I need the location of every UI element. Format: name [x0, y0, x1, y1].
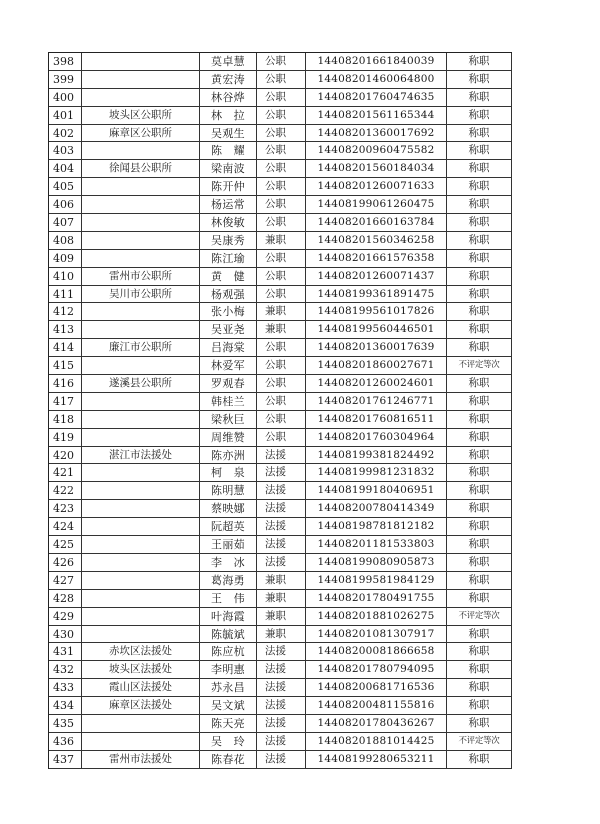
table-row: [49, 536, 512, 554]
name-cell: 王丽茹: [200, 536, 257, 553]
result-cell: 称职: [447, 572, 512, 589]
table-row: [49, 321, 512, 339]
unit-cell: 坡头区法援处: [82, 661, 200, 678]
table-row: [49, 375, 512, 393]
unit-cell: [82, 232, 200, 249]
result-cell: 称职: [447, 697, 512, 714]
name-cell: 吴 玲: [200, 733, 257, 750]
table-row: [49, 447, 512, 465]
table-row: [49, 89, 512, 107]
row-number: 412: [49, 303, 82, 320]
name-cell: 陈明慧: [200, 482, 257, 499]
result-cell: 称职: [447, 196, 512, 213]
certificate-id-cell: 14408199280653211: [306, 751, 447, 768]
type-cell: 公职: [257, 71, 306, 88]
row-number: 437: [49, 751, 82, 768]
result-cell: 称职: [447, 232, 512, 249]
certificate-id-cell: 14408201761246771: [306, 393, 447, 410]
result-cell: 称职: [447, 464, 512, 481]
unit-cell: [82, 590, 200, 607]
row-number: 401: [49, 107, 82, 124]
unit-cell: 湛江市法援处: [82, 447, 200, 464]
row-number: 407: [49, 214, 82, 231]
unit-cell: [82, 572, 200, 589]
row-number: 417: [49, 393, 82, 410]
name-cell: 陈毓斌: [200, 626, 257, 643]
table-row: [49, 268, 512, 286]
table-row: [49, 429, 512, 447]
result-cell: 不评定等次: [447, 733, 512, 750]
unit-cell: [82, 608, 200, 625]
type-cell: 公职: [257, 339, 306, 356]
name-cell: 陈 耀: [200, 142, 257, 159]
unit-cell: 雷州市公职所: [82, 268, 200, 285]
row-number: 419: [49, 429, 82, 446]
unit-cell: [82, 482, 200, 499]
name-cell: 吴康秀: [200, 232, 257, 249]
certificate-id-cell: 14408199561017826: [306, 303, 447, 320]
unit-cell: 坡头区公职所: [82, 107, 200, 124]
row-number: 423: [49, 500, 82, 517]
row-number: 410: [49, 268, 82, 285]
type-cell: 公职: [257, 125, 306, 142]
row-number: 409: [49, 250, 82, 267]
result-cell: 称职: [447, 643, 512, 660]
result-cell: 称职: [447, 160, 512, 177]
type-cell: 法援: [257, 679, 306, 696]
result-cell: 称职: [447, 482, 512, 499]
result-cell: 称职: [447, 393, 512, 410]
unit-cell: 廉江市公职所: [82, 339, 200, 356]
type-cell: 公职: [257, 142, 306, 159]
certificate-id-cell: 14408201561165344: [306, 107, 447, 124]
table-row: [49, 214, 512, 232]
unit-cell: [82, 53, 200, 70]
name-cell: 吴观生: [200, 125, 257, 142]
type-cell: 兼职: [257, 303, 306, 320]
table-row: [49, 464, 512, 482]
table-row: [49, 178, 512, 196]
unit-cell: [82, 411, 200, 428]
name-cell: 林 拉: [200, 107, 257, 124]
type-cell: 兼职: [257, 232, 306, 249]
certificate-id-cell: 14408199361891475: [306, 286, 447, 303]
certificate-id-cell: 14408199080905873: [306, 554, 447, 571]
row-number: 418: [49, 411, 82, 428]
type-cell: 法援: [257, 554, 306, 571]
result-cell: 称职: [447, 250, 512, 267]
type-cell: 公职: [257, 107, 306, 124]
result-cell: 称职: [447, 500, 512, 517]
result-cell: 称职: [447, 321, 512, 338]
row-number: 416: [49, 375, 82, 392]
certificate-id-cell: 14408201661840039: [306, 53, 447, 70]
result-cell: 称职: [447, 715, 512, 732]
row-number: 426: [49, 554, 82, 571]
row-number: 415: [49, 357, 82, 374]
unit-cell: [82, 518, 200, 535]
unit-cell: 麻章区公职所: [82, 125, 200, 142]
table-row: [49, 411, 512, 429]
row-number: 425: [49, 536, 82, 553]
certificate-id-cell: 14408199560446501: [306, 321, 447, 338]
type-cell: 法援: [257, 500, 306, 517]
result-cell: 称职: [447, 89, 512, 106]
certificate-id-cell: 14408201260071633: [306, 178, 447, 195]
name-cell: 陈春花: [200, 751, 257, 768]
certificate-id-cell: 14408201780491755: [306, 590, 447, 607]
unit-cell: 赤坎区法援处: [82, 643, 200, 660]
unit-cell: [82, 321, 200, 338]
name-cell: 罗观春: [200, 375, 257, 392]
type-cell: 兼职: [257, 608, 306, 625]
table-row: [49, 679, 512, 697]
type-cell: 公职: [257, 429, 306, 446]
table-row: [49, 160, 512, 178]
row-number: 411: [49, 286, 82, 303]
row-number: 429: [49, 608, 82, 625]
table-row: [49, 357, 512, 375]
name-cell: 王 伟: [200, 590, 257, 607]
result-cell: 称职: [447, 661, 512, 678]
unit-cell: [82, 178, 200, 195]
certificate-id-cell: 14408199180406951: [306, 482, 447, 499]
certificate-id-cell: 14408201881014425: [306, 733, 447, 750]
certificate-id-cell: 14408199381824492: [306, 447, 447, 464]
row-number: 414: [49, 339, 82, 356]
row-number: 432: [49, 661, 82, 678]
certificate-id-cell: 14408201560184034: [306, 160, 447, 177]
result-cell: 称职: [447, 303, 512, 320]
table-row: [49, 286, 512, 304]
unit-cell: 徐闻县公职所: [82, 160, 200, 177]
type-cell: 公职: [257, 268, 306, 285]
type-cell: 法援: [257, 447, 306, 464]
table-row: [49, 482, 512, 500]
table-row: [49, 500, 512, 518]
result-cell: 称职: [447, 125, 512, 142]
name-cell: 林爱军: [200, 357, 257, 374]
name-cell: 吴文斌: [200, 697, 257, 714]
result-cell: 称职: [447, 679, 512, 696]
name-cell: 黄 健: [200, 268, 257, 285]
type-cell: 法援: [257, 482, 306, 499]
table-row: [49, 393, 512, 411]
table-row: [49, 339, 512, 357]
result-cell: 称职: [447, 518, 512, 535]
name-cell: 蔡映娜: [200, 500, 257, 517]
row-number: 406: [49, 196, 82, 213]
result-cell: 称职: [447, 626, 512, 643]
row-number: 436: [49, 733, 82, 750]
unit-cell: [82, 142, 200, 159]
table-row: [49, 554, 512, 572]
certificate-id-cell: 14408201661576358: [306, 250, 447, 267]
table-row: [49, 697, 512, 715]
result-cell: 称职: [447, 447, 512, 464]
name-cell: 阮超英: [200, 518, 257, 535]
result-cell: 称职: [447, 107, 512, 124]
type-cell: 法援: [257, 661, 306, 678]
unit-cell: [82, 357, 200, 374]
type-cell: 兼职: [257, 626, 306, 643]
certificate-id-cell: 14408201760304964: [306, 429, 447, 446]
type-cell: 法援: [257, 715, 306, 732]
name-cell: 陈应杭: [200, 643, 257, 660]
result-cell: 称职: [447, 268, 512, 285]
certificate-id-cell: 14408201780794095: [306, 661, 447, 678]
unit-cell: [82, 464, 200, 481]
name-cell: 韩桂兰: [200, 393, 257, 410]
unit-cell: 吴川市公职所: [82, 286, 200, 303]
name-cell: 苏永昌: [200, 679, 257, 696]
certificate-id-cell: 14408201360017692: [306, 125, 447, 142]
name-cell: 吴亚尧: [200, 321, 257, 338]
name-cell: 陈亦洲: [200, 447, 257, 464]
name-cell: 吕海棠: [200, 339, 257, 356]
row-number: 428: [49, 590, 82, 607]
certificate-id-cell: 14408200960475582: [306, 142, 447, 159]
unit-cell: [82, 733, 200, 750]
certificate-id-cell: 14408201760474635: [306, 89, 447, 106]
row-number: 402: [49, 125, 82, 142]
table-row: [49, 643, 512, 661]
row-number: 435: [49, 715, 82, 732]
unit-cell: [82, 429, 200, 446]
result-cell: 称职: [447, 554, 512, 571]
table-row: [49, 107, 512, 125]
result-cell: 称职: [447, 53, 512, 70]
result-cell: 称职: [447, 375, 512, 392]
unit-cell: [82, 71, 200, 88]
unit-cell: [82, 196, 200, 213]
type-cell: 兼职: [257, 321, 306, 338]
type-cell: 公职: [257, 375, 306, 392]
table-row: [49, 608, 512, 626]
table-row: [49, 661, 512, 679]
certificate-id-cell: 14408201181533803: [306, 536, 447, 553]
table-row: [49, 125, 512, 143]
name-cell: 李 冰: [200, 554, 257, 571]
certificate-id-cell: 14408200681716536: [306, 679, 447, 696]
type-cell: 法援: [257, 733, 306, 750]
type-cell: 公职: [257, 393, 306, 410]
unit-cell: [82, 536, 200, 553]
name-cell: 周维赞: [200, 429, 257, 446]
unit-cell: [82, 626, 200, 643]
row-number: 408: [49, 232, 82, 249]
result-cell: 称职: [447, 142, 512, 159]
name-cell: 柯 泉: [200, 464, 257, 481]
certificate-id-cell: 14408199061260475: [306, 196, 447, 213]
name-cell: 李明惠: [200, 661, 257, 678]
certificate-id-cell: 14408201260024601: [306, 375, 447, 392]
table-row: [49, 626, 512, 644]
name-cell: 葛海勇: [200, 572, 257, 589]
type-cell: 公职: [257, 89, 306, 106]
type-cell: 法援: [257, 536, 306, 553]
row-number: 398: [49, 53, 82, 70]
name-cell: 杨运常: [200, 196, 257, 213]
table-row: [49, 733, 512, 751]
type-cell: 公职: [257, 53, 306, 70]
name-cell: 陈天亮: [200, 715, 257, 732]
row-number: 434: [49, 697, 82, 714]
type-cell: 公职: [257, 160, 306, 177]
name-cell: 梁南波: [200, 160, 257, 177]
row-number: 433: [49, 679, 82, 696]
table-row: [49, 572, 512, 590]
certificate-id-cell: 14408201780436267: [306, 715, 447, 732]
type-cell: 公职: [257, 196, 306, 213]
result-cell: 称职: [447, 536, 512, 553]
certificate-id-cell: 14408200481155816: [306, 697, 447, 714]
row-number: 404: [49, 160, 82, 177]
row-number: 421: [49, 464, 82, 481]
row-number: 400: [49, 89, 82, 106]
table-row: [49, 71, 512, 89]
type-cell: 公职: [257, 286, 306, 303]
unit-cell: [82, 303, 200, 320]
certificate-id-cell: 14408200081866658: [306, 643, 447, 660]
table-row: [49, 518, 512, 536]
type-cell: 公职: [257, 178, 306, 195]
type-cell: 兼职: [257, 590, 306, 607]
type-cell: 法援: [257, 464, 306, 481]
result-cell: 称职: [447, 339, 512, 356]
result-cell: 称职: [447, 71, 512, 88]
name-cell: 陈开仲: [200, 178, 257, 195]
table-row: [49, 142, 512, 160]
table-row: [49, 196, 512, 214]
unit-cell: 麻章区法援处: [82, 697, 200, 714]
result-cell: 称职: [447, 286, 512, 303]
row-number: 399: [49, 71, 82, 88]
unit-cell: [82, 214, 200, 231]
type-cell: 公职: [257, 357, 306, 374]
unit-cell: 遂溪县公职所: [82, 375, 200, 392]
table-row: [49, 590, 512, 608]
certificate-id-cell: 14408199581984129: [306, 572, 447, 589]
name-cell: 林俊敏: [200, 214, 257, 231]
certificate-id-cell: 14408201460064800: [306, 71, 447, 88]
certificate-id-cell: 14408201260071437: [306, 268, 447, 285]
certificate-id-cell: 14408200780414349: [306, 500, 447, 517]
certificate-id-cell: 14408199981231832: [306, 464, 447, 481]
row-number: 403: [49, 142, 82, 159]
name-cell: 叶海霞: [200, 608, 257, 625]
result-cell: 称职: [447, 178, 512, 195]
type-cell: 法援: [257, 518, 306, 535]
unit-cell: [82, 89, 200, 106]
result-cell: 不评定等次: [447, 608, 512, 625]
table-row: [49, 715, 512, 733]
row-number: 431: [49, 643, 82, 660]
type-cell: 公职: [257, 250, 306, 267]
result-cell: 称职: [447, 429, 512, 446]
name-cell: 林谷烨: [200, 89, 257, 106]
unit-cell: [82, 500, 200, 517]
result-cell: 称职: [447, 590, 512, 607]
unit-cell: [82, 715, 200, 732]
result-cell: 称职: [447, 411, 512, 428]
type-cell: 法援: [257, 643, 306, 660]
certificate-id-cell: 14408201560346258: [306, 232, 447, 249]
unit-cell: [82, 250, 200, 267]
row-number: 424: [49, 518, 82, 535]
table-row: [49, 232, 512, 250]
result-cell: 称职: [447, 214, 512, 231]
type-cell: 公职: [257, 214, 306, 231]
row-number: 422: [49, 482, 82, 499]
unit-cell: 雷州市法援处: [82, 751, 200, 768]
unit-cell: [82, 554, 200, 571]
row-number: 420: [49, 447, 82, 464]
table-row: [49, 751, 512, 769]
name-cell: 梁秋巨: [200, 411, 257, 428]
row-number: 405: [49, 178, 82, 195]
row-number: 413: [49, 321, 82, 338]
result-cell: 称职: [447, 751, 512, 768]
certificate-id-cell: 14408201881026275: [306, 608, 447, 625]
unit-cell: [82, 393, 200, 410]
lawyer-assessment-table: [48, 52, 512, 769]
certificate-id-cell: 14408201660163784: [306, 214, 447, 231]
type-cell: 法援: [257, 751, 306, 768]
certificate-id-cell: 14408201860027671: [306, 357, 447, 374]
unit-cell: 霞山区法援处: [82, 679, 200, 696]
type-cell: 法援: [257, 697, 306, 714]
type-cell: 公职: [257, 411, 306, 428]
row-number: 427: [49, 572, 82, 589]
name-cell: 莫卓慧: [200, 53, 257, 70]
type-cell: 兼职: [257, 572, 306, 589]
table-row: [49, 250, 512, 268]
name-cell: 陈江瑜: [200, 250, 257, 267]
certificate-id-cell: 14408201081307917: [306, 626, 447, 643]
row-number: 430: [49, 626, 82, 643]
name-cell: 杨观强: [200, 286, 257, 303]
certificate-id-cell: 14408198781812182: [306, 518, 447, 535]
table-row: [49, 53, 512, 71]
name-cell: 黄宏涛: [200, 71, 257, 88]
name-cell: 张小梅: [200, 303, 257, 320]
table-row: [49, 303, 512, 321]
certificate-id-cell: 14408201360017639: [306, 339, 447, 356]
certificate-id-cell: 14408201760816511: [306, 411, 447, 428]
result-cell: 不评定等次: [447, 357, 512, 374]
